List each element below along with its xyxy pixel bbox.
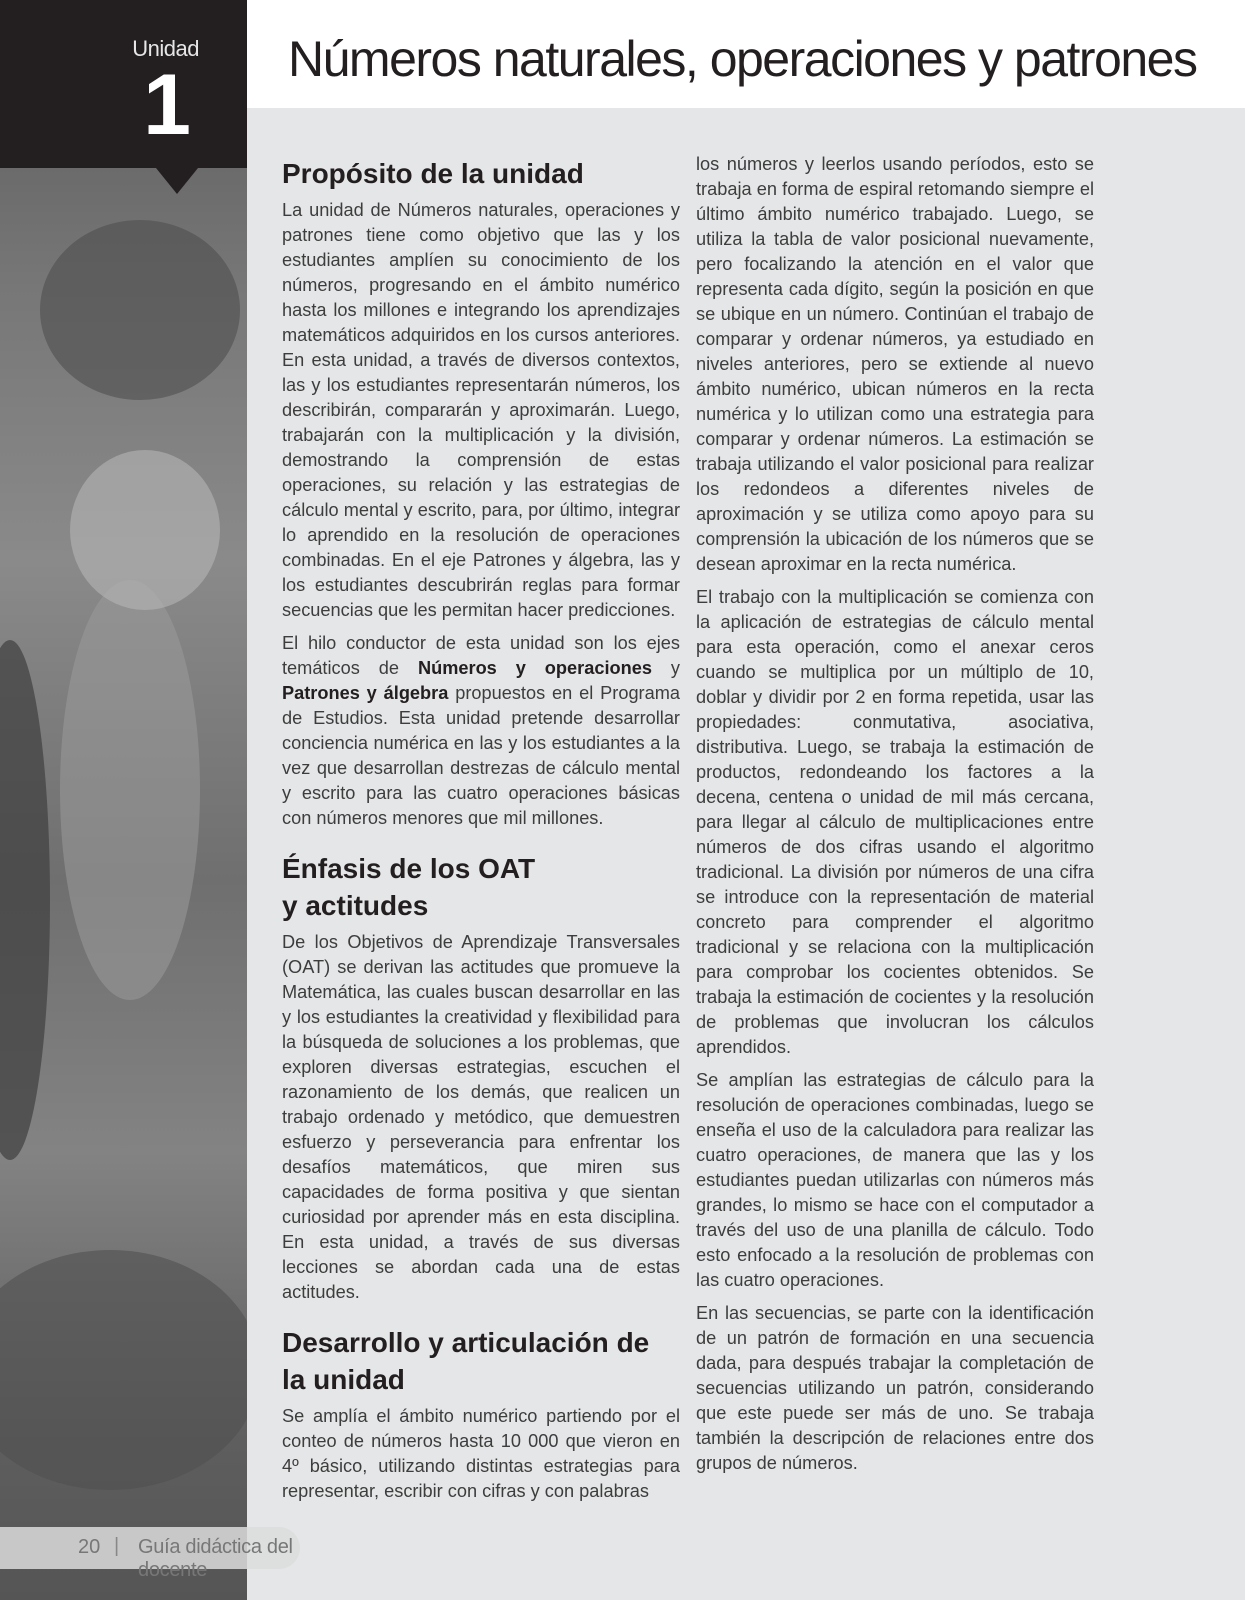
heading-line: Énfasis de los OAT bbox=[282, 853, 536, 885]
column-left bbox=[282, 156, 680, 1512]
paragraph: De los Objetivos de Aprendizaje Transversales (OAT) se derivan las actitudes que promueve la Matemática, las cuales buscan desarrollar en las y los estudiantes la creatividad y flexibilidad para la búsqueda de soluciones a los problemas, que exploren diversas estrategias, escuchen el razonamiento de los demás, que realicen un trabajo ordenado y metódico, que demuestren esfuerzo y perseverancia para enfrentar los desafíos matemáticos, que miren sus capacidades de forma positiva y que sientan curiosidad por aprender más en esta disciplina. En esta unidad, a través de sus diversas lecciones se abordan cada una de estas actitudes. bbox=[282, 932, 680, 1303]
unit-label: Unidad bbox=[132, 36, 199, 61]
text-run: propuestos en el Programa de Estudios. Esta unidad pretende desarrollar conciencia numérica en las y los estudiantes a la vez que desarrollan destrezas de cálculo mental y escrito para las cuatro operaciones básicas con números menores que mil millones. bbox=[282, 683, 680, 829]
paragraph: los números y leerlos usando períodos, esto se trabaja en forma de espiral retomando siempre el último ámbito numérico trabajado. Luego, se utiliza la tabla de valor posicional nuevamente, pero focalizando la atención en el valor que representa cada dígito, según la posición en que se ubique en un número. Continúan el trabajo de comparar y ordenar números, ya estudiado en niveles anteriores, pero se extiende al nuevo ámbito numérico, ubican números en la recta numérica y lo utilizan como una estrategia para comparar y ordenar números. La estimación se trabaja utilizando el valor posicional para realizar los redondeos a diferentes niveles de aproximación y se utiliza como apoyo para su comprensión la ubicación de los números que se desean aproximar en la recta numérica. bbox=[696, 154, 1094, 574]
content-area bbox=[247, 108, 1245, 1600]
unit-badge-notch bbox=[156, 168, 198, 194]
heading-line: y actitudes bbox=[282, 889, 429, 921]
text-run: El hilo conductor de esta unidad son los ejes temáticos de bbox=[282, 633, 680, 679]
paragraph: Se amplía el ámbito numérico partiendo por el conteo de números hasta 10 000 que vieron en 4º básico, utilizando distintas estrategias para representar, escribir con cifras y con palabras bbox=[282, 1405, 680, 1501]
page-title: Números naturales, operaciones y patrones bbox=[288, 31, 1197, 87]
column-right bbox=[696, 152, 1094, 1484]
photo-shadow bbox=[0, 640, 50, 1160]
paragraph: La unidad de Números naturales, operaciones y patrones tiene como objetivo que las y los estudiantes amplíen su conocimiento de los números, progresando en el ámbito numérico hasta los millones e integrando los aprendizajes matemáticos adquiridos en los cursos anteriores. En esta unidad, a través de diversos contextos, las y los estudiantes representarán números, los describirán, compararán y aproximarán. Luego, trabajarán con la multiplicación y la división, demostrando la comprensión de estas operaciones, su relación y las estrategias de cálculo mental y escrito, para, por último, integrar lo aprendido en la resolución de operaciones combinadas. En el eje Patrones y álgebra, las y los estudiantes descubrirán reglas para formar secuencias que les permitan hacer predicciones. bbox=[282, 200, 680, 621]
page-footer bbox=[0, 1527, 300, 1581]
paragraph: El trabajo con la multiplicación se comienza con la aplicación de estrategias de cálculo mental para esta operación, como el anexar ceros cuando se multiplica por un múltiplo de 10, doblar y dividir por 2 en forma repetida, usar las propiedades: conmutativa, asociativa, distributiva. Luego, se trabaja la estimación de productos, redondeando los factores a la decena, centena o unidad de mil más cercana, para llegar al cálculo de multiplicaciones entre números de dos cifras usando el algoritmo tradicional. La división por números de una cifra se introduce con la representación de material concreto para comprender el algoritmo tradicional y se relaciona con la multiplicación para comprobar los cocientes obtenidos. Se trabaja la estimación de cocientes y la resolución de problemas que involucran los cálculos aprendidos. bbox=[696, 587, 1094, 1057]
text-run: y bbox=[651, 658, 681, 679]
unit-number: 1 bbox=[143, 57, 191, 153]
photo-shadow bbox=[40, 220, 240, 400]
bold-term: Patrones y álgebra bbox=[282, 683, 449, 704]
heading-line: la unidad bbox=[282, 1363, 405, 1395]
paragraph bbox=[282, 631, 680, 831]
photo-rock bbox=[0, 1250, 247, 1490]
footer-separator: | bbox=[114, 1535, 120, 1557]
photo-figure bbox=[60, 580, 200, 1000]
heading-enfasis bbox=[282, 851, 680, 924]
heading-proposito: Propósito de la unidad bbox=[282, 158, 584, 189]
bold-term: Números y operaciones bbox=[417, 658, 652, 679]
side-photo bbox=[0, 0, 247, 1600]
page-number: 20 bbox=[78, 1536, 101, 1558]
footer-guide-title: Guía didáctica del docente bbox=[138, 1536, 293, 1581]
unit-badge bbox=[0, 0, 247, 168]
heading-desarrollo bbox=[282, 1325, 680, 1398]
photo-head bbox=[70, 450, 220, 610]
paragraph: Se amplían las estrategias de cálculo para la resolución de operaciones combinadas, luego se enseña el uso de la calculadora para realizar las cuatro operaciones, de manera que las y los estudiantes puedan utilizarlas con números más grandes, lo mismo se hace con el computador a través del uso de una planilla de cálculo. Todo esto enfocado a la resolución de problemas con las cuatro operaciones. bbox=[696, 1070, 1094, 1290]
heading-line: Desarrollo y articulación de bbox=[282, 1327, 650, 1359]
paragraph: En las secuencias, se parte con la identificación de un patrón de formación en una secuencia dada, para después trabajar la completación de secuencias utilizando un patrón, considerando que este puede ser más de uno. Se trabaja también la descripción de relaciones entre dos grupos de números. bbox=[696, 1303, 1094, 1473]
